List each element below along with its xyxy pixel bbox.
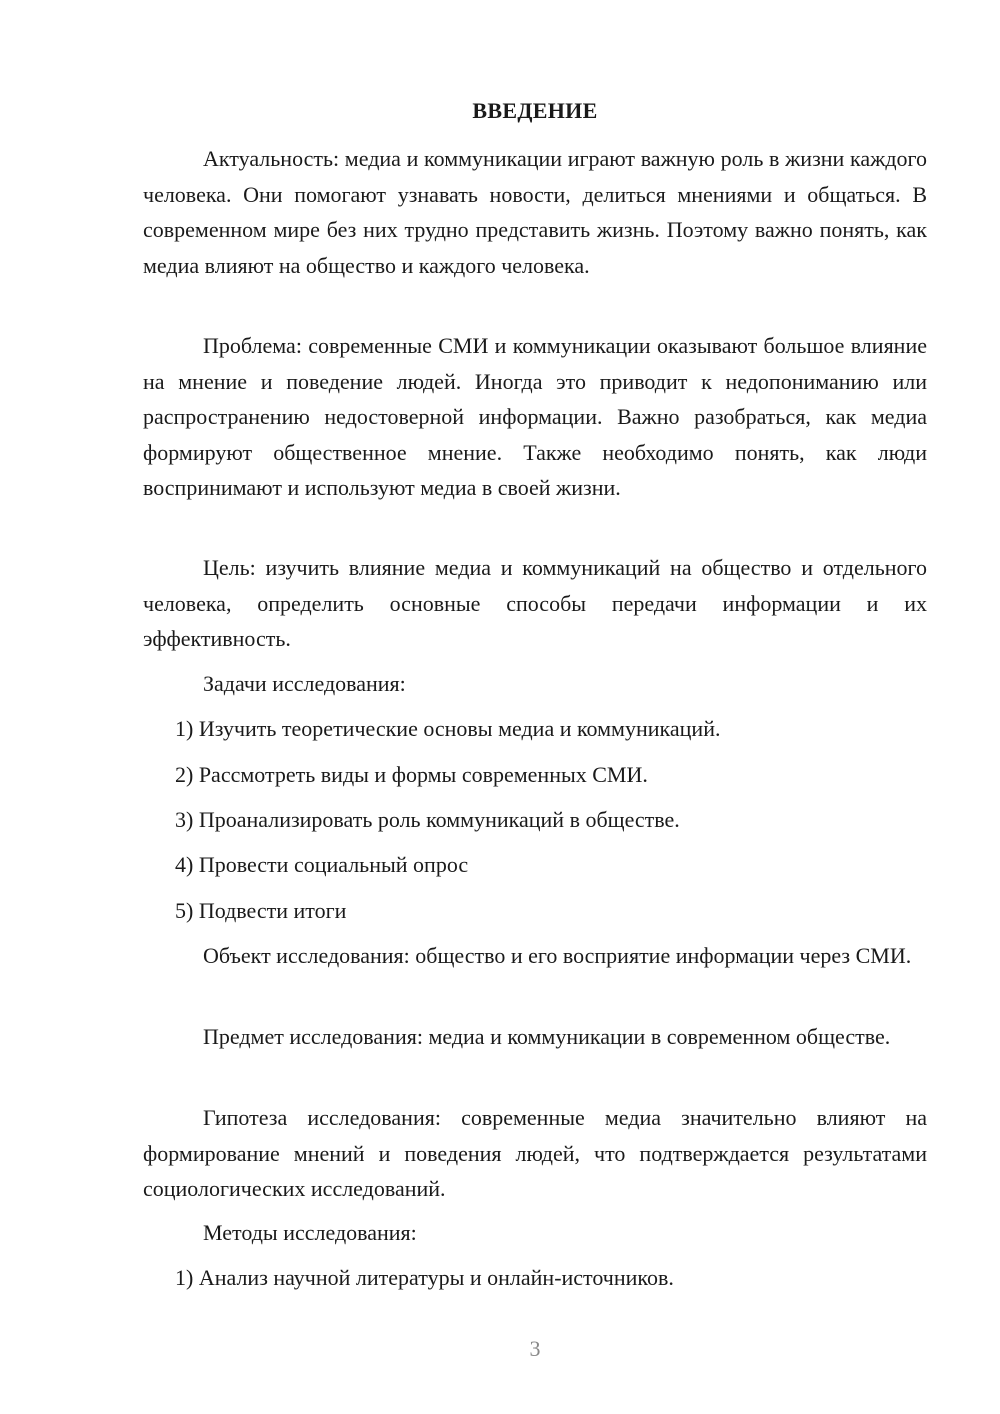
document-page bbox=[143, 0, 927, 1414]
relevance-paragraph: Актуальность: медиа и коммуникации играют важную роль в жизни каждого человека. Они помогают узнавать новости, делиться мнениями и общаться. В современном мире без них трудно представить жизнь. Поэтому важно понять, как медиа влияют на общество и каждого человека. bbox=[143, 146, 927, 278]
problem-paragraph: Проблема: современные СМИ и коммуникации оказывают большое влияние на мнение и поведение людей. Иногда это приводит к недопониманию или распространению недостоверной информации. Важно разобраться, как медиа формируют общественное мнение. Также необходимо понять, как люди воспринимают и используют медиа в своей жизни. bbox=[143, 333, 927, 500]
tasks-heading: Задачи исследования: bbox=[203, 671, 406, 696]
subject-paragraph: Предмет исследования: медиа и коммуникации в современном обществе. bbox=[203, 1024, 891, 1049]
task-item-1: 1) Изучить теоретические основы медиа и коммуникаций. bbox=[175, 716, 721, 741]
task-item-5: 5) Подвести итоги bbox=[175, 898, 347, 923]
task-item-4: 4) Провести социальный опрос bbox=[175, 852, 469, 877]
page-heading: ВВЕДЕНИЕ bbox=[472, 98, 598, 123]
goal-paragraph: Цель: изучить влияние медиа и коммуникаций на общество и отдельного человека, определить основные способы передачи информации и их эффективность. bbox=[143, 555, 927, 651]
task-item-2: 2) Рассмотреть виды и формы современных СМИ. bbox=[175, 762, 648, 787]
methods-heading: Методы исследования: bbox=[203, 1220, 417, 1245]
hypothesis-paragraph: Гипотеза исследования: современные медиа значительно влияют на формирование мнений и поведения людей, что подтверждается результатами социологических исследований. bbox=[143, 1105, 927, 1201]
page-number: 3 bbox=[529, 1336, 541, 1361]
object-paragraph: Объект исследования: общество и его восприятие информации через СМИ. bbox=[203, 943, 912, 968]
method-item-1: 1) Анализ научной литературы и онлайн-источников. bbox=[175, 1265, 674, 1290]
task-item-3: 3) Проанализировать роль коммуникаций в обществе. bbox=[175, 807, 680, 832]
